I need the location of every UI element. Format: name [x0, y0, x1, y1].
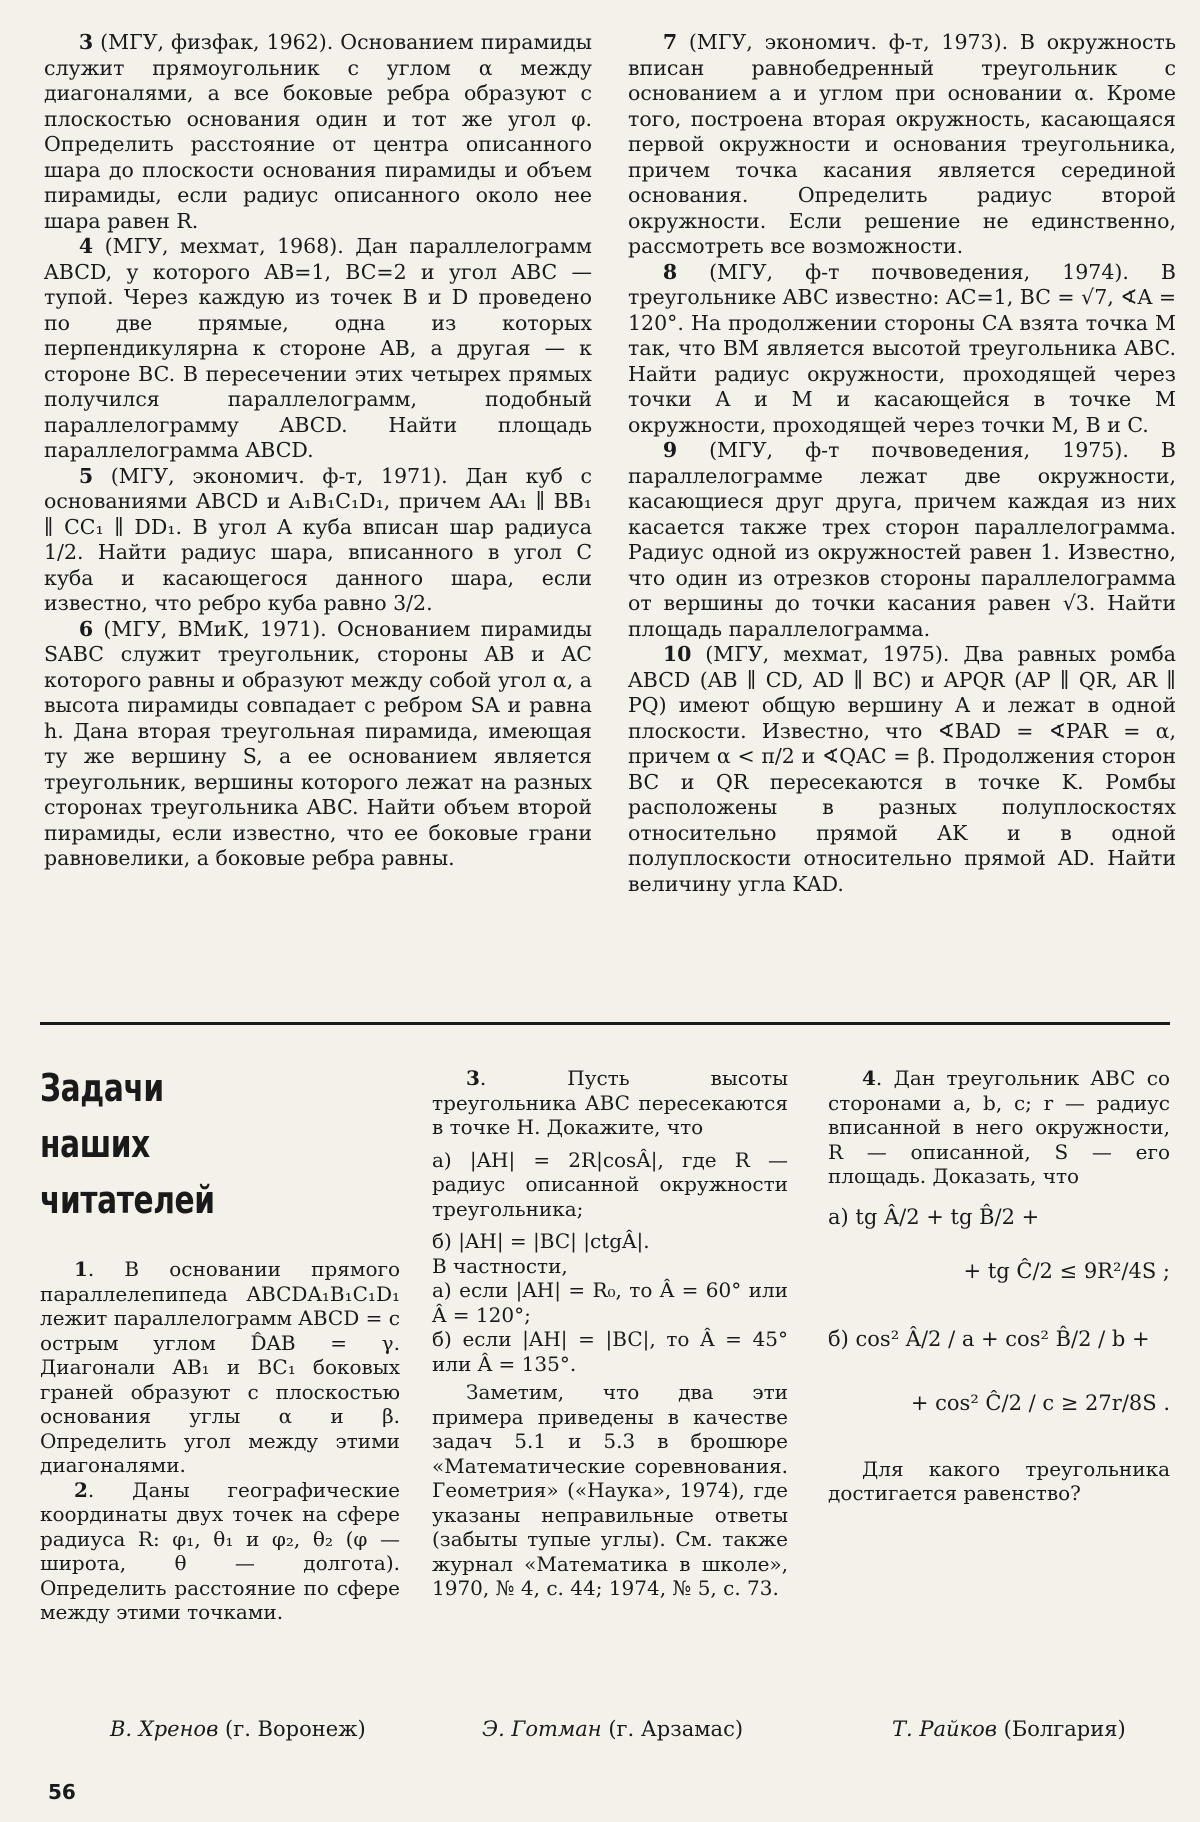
- formula-a-cont: + tg Ĉ/2 ≤ 9R²/4S ;: [963, 1258, 1170, 1283]
- problem-4: 4 (МГУ, мехмат, 1968). Дан параллелограмм ABCD, у которого AB=1, BC=2 и угол ABC — тупой. Через каждую из точек B и D проведено по две прямые, одна из которых перпендикулярна к стороне AB, а другая — к стороне BC. В пересечении этих четырех прямых получился параллелограмм, подобный параллелограмму ABCD. Найти площадь параллелограмма ABCD.: [44, 234, 592, 462]
- problem-10: 10 (МГУ, мехмат, 1975). Два равных ромба ABCD (AB ∥ CD, AD ∥ BC) и APQR (AP ∥ QR, AR ∥ PQ) имеют общую вершину A и лежат в одной плоскости. Известно, что ∢BAD = ∢PAR = α, причем α < π/2 и ∢QAC = β. Продолжения сторон BC и QR пересекаются в точке K. Ромбы расположены в разных полуплоскостях относительно прямой AK и в одной полуплоскости относительно прямой AD. Найти величину угла KAD.: [628, 642, 1176, 896]
- author-2: Э. Готман (г. Арзамас): [482, 1717, 744, 1741]
- problems-left-column: [44, 30, 592, 872]
- reader-problem-3: 3. Пусть высоты треугольника ABC пересекаются в точке H. Докажите, что: [432, 1066, 788, 1139]
- reader-problem-4: 4. Дан треугольник ABC со сторонами a, b, c; r — радиус вписанной в него окружности, R — описанной, S — его площадь. Доказать, что: [828, 1066, 1170, 1188]
- reader-problem-4-question: Для какого треугольника достигается равенство?: [828, 1456, 1170, 1505]
- readers-column-3: [828, 1066, 1170, 1506]
- reader-problem-3b: б) |AH| = |BC| |ctgÂ|.: [432, 1229, 650, 1253]
- reader-problem-3a: а) |AH| = 2R|cosÂ|, где R — радиус описанной окружности треугольника;: [432, 1147, 788, 1221]
- readers-column-1: [40, 1257, 400, 1625]
- author-1: В. Хренов (г. Воронеж): [110, 1717, 366, 1741]
- reader-problem-3e: б) если |AH| = |BC|, то Â = 45° или Â = 135°.: [432, 1327, 788, 1376]
- formula-b: б) cos² Â/2 / a + cos² B̂/2 / b +: [828, 1326, 1150, 1351]
- problem-8: 8 (МГУ, ф-т почвоведения, 1974). В треугольнике ABC известно: AC=1, BC = √7, ∢A = 120°. На продолжении стороны CA взята точка M так, что BM является высотой треугольника ABC. Найти радиус окружности, проходящей через точки A и M и касающейся в точке M окружности, проходящей через точки M, B и C.: [628, 259, 1176, 437]
- reader-problem-3d: а) если |AH| = R₀, то Â = 60° или Â = 120°;: [432, 1278, 788, 1327]
- page-number: 56: [48, 1780, 76, 1804]
- problem-5: 5 (МГУ, экономич. ф-т, 1971). Дан куб с основаниями ABCD и A₁B₁C₁D₁, причем AA₁ ∥ BB₁ ∥ CC₁ ∥ DD₁. В угол A куба вписан шар радиуса 1/2. Найти радиус шара, вписанного в угол C куба и касающегося данного шара, если известно, что ребро куба равно 3/2.: [44, 463, 592, 615]
- author-3: Т. Райков (Болгария): [892, 1717, 1126, 1741]
- formula-b-cont: + cos² Ĉ/2 / c ≥ 27r/8S .: [910, 1390, 1170, 1415]
- problem-3: 3 (МГУ, физфак, 1962). Основанием пирамиды служит прямоугольник с углом α между диагоналями, а все боковые ребра образуют с плоскостью основания один и тот же угол φ. Определить расстояние от центра описанного шара до плоскости основания пирамиды и объем пирамиды, если радиус описанного около нее шара равен R.: [44, 30, 592, 233]
- reader-problem-1: 1. В основании прямого параллелепипеда ABCDA₁B₁C₁D₁ лежит параллелограмм ABCD = с острым углом D̂AB = γ. Диагонали AB₁ и BC₁ боковых граней образуют с плоскостью основания углы α и β. Определить угол между этими диагоналями.: [40, 1257, 400, 1477]
- problem-7: 7 (МГУ, экономич. ф-т, 1973). В окружность вписан равнобедренный треугольник с основанием a и углом при основании α. Кроме того, построена вторая окружность, касающаяся первой окружности и основания треугольника, причем точка касания является серединой основания. Определить радиус второй окружности. Если решение не единственно, рассмотреть все возможности.: [628, 30, 1176, 258]
- problem-9: 9 (МГУ, ф-т почвоведения, 1975). В параллелограмме лежат две окружности, касающиеся друг друга, причем каждая из них касается также трех сторон параллелограмма. Радиус одной из окружностей равен 1. Известно, что один из отрезков стороны параллелограмма от вершины до точки касания равен √3. Найти площадь параллелограмма.: [628, 438, 1176, 641]
- reader-problem-2: 2. Даны географические координаты двух точек на сфере радиуса R: φ₁, θ₁ и φ₂, θ₂ (φ — широта, θ — долгота). Определить расстояние по сфере между этими точками.: [40, 1477, 400, 1624]
- problem-6: 6 (МГУ, ВМиК, 1971). Основанием пирамиды SABC служит треугольник, стороны AB и AC которого равны и образуют между собой угол α, а высота пирамиды совпадает с ребром SA и равна h. Дана вторая треугольная пирамида, имеющая ту же вершину S, а ее основанием является треугольник, вершины которого лежат на разных сторонах треугольника ABC. Найти объем второй пирамиды, если известно, что ее боковые грани равновелики, а боковые ребра равны.: [44, 616, 592, 870]
- reader-problem-3c: В частности,: [432, 1253, 568, 1278]
- problems-right-column: [628, 30, 1176, 897]
- readers-column-2: [432, 1066, 788, 1601]
- section-divider: [40, 1022, 1170, 1025]
- formula-a: а) tg Â/2 + tg B̂/2 +: [828, 1204, 1040, 1229]
- section-title: Задачи наших читателей: [40, 1066, 215, 1222]
- reader-problem-3-note: Заметим, что два эти примера приведены в качестве задач 5.1 и 5.3 в брошюре «Математические соревнования. Геометрия» («Наука», 1974), где указаны неправильные ответы (забыты тупые углы). См. также журнал «Математика в школе», 1970, № 4, с. 44; 1974, № 5, с. 73.: [432, 1380, 788, 1600]
